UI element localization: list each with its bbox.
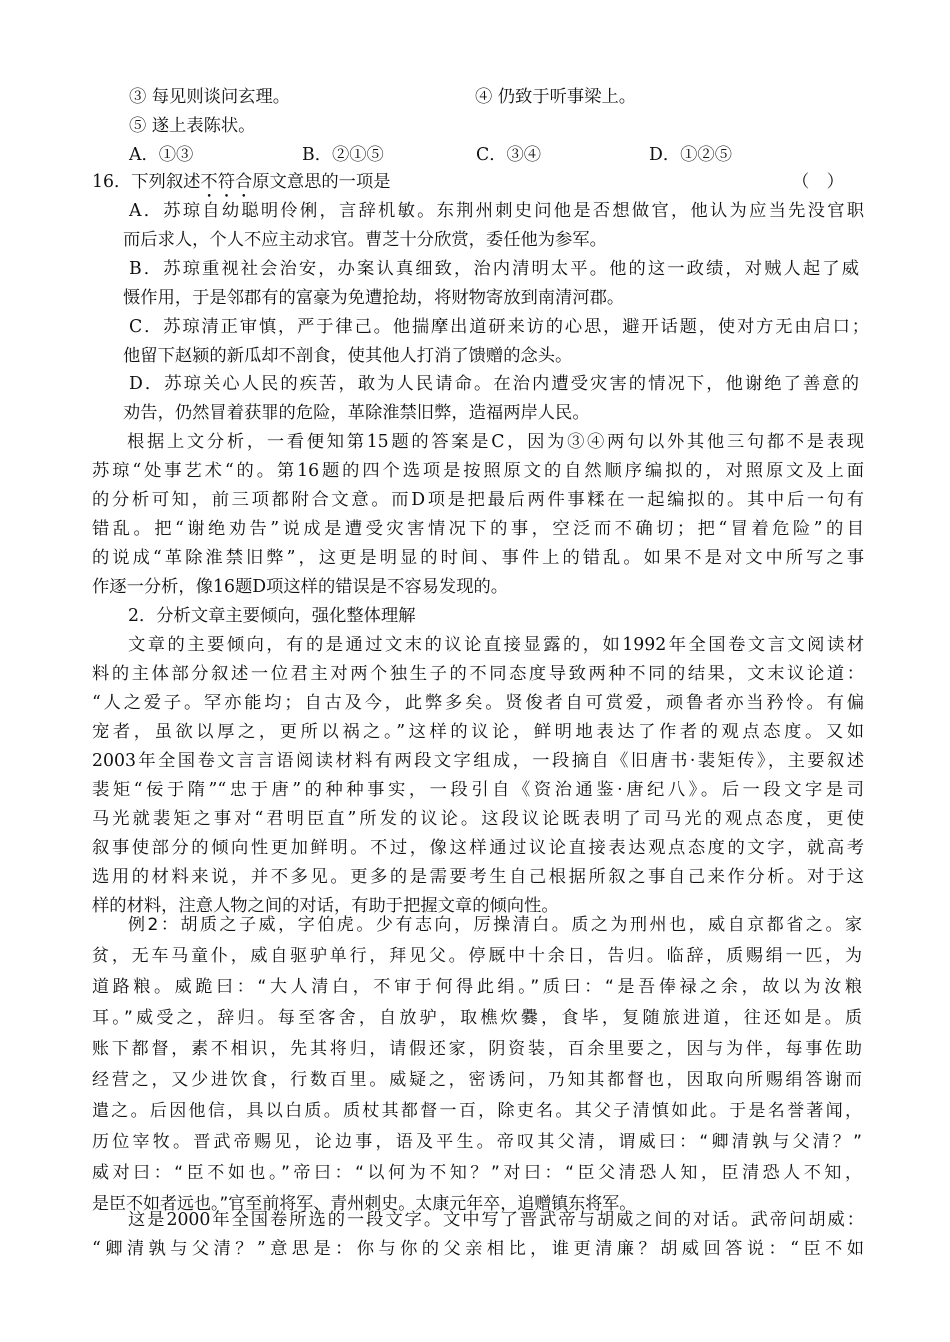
choice-c: C．③④ (476, 145, 542, 165)
example-line-6: 经营之，又少进饮食，行数百里。威疑之，密诱问，乃知其都督也，因取向所赐绢答谢而 (92, 1070, 862, 1090)
item-3: ③ 每见则谈问玄理。 (129, 87, 291, 107)
item-4: ④ 仍致于听事梁上。 (475, 87, 637, 107)
option-b-line2: 慑作用，于是邻郡有的富豪为免遭抢劫，将财物寄放到南清河郡。 (123, 288, 625, 308)
item-5: ⑤ 遂上表陈状。 (129, 116, 256, 136)
option-a-line1: A．苏琼自幼聪明伶俐，言辞机敏。东荆州刺史问他是否想做官，他认为应当先没官职 (129, 201, 864, 221)
choice-d: D．①②⑤ (649, 145, 732, 165)
analysis-line-1: 根据上文分析，一看便知第15题的答案是C，因为③④两句以外其他三句都不是表现 (127, 432, 864, 452)
body-line-3: “人之爱子。罕亦能均；自古及今，此弊多矣。贤俊者自可赏爱，顽鲁者亦当矜怜。有偏 (92, 693, 864, 713)
body-line-8: 叙事使部分的倾向性更加鲜明。不过，像这样通过议论直接表达观点态度的文字，就高考 (92, 838, 864, 858)
example-line-1: 例2：胡质之子威，字伯虎。少有志向，厉操清白。质之为刑州也，威自京都省之。家 (128, 915, 862, 935)
body-line-10: 样的材料，注意人物之间的对话，有助于把握文章的倾向性。 (92, 896, 559, 916)
option-c-line1: C．苏琼清正审慎，严于律己。他揣摩出道研来访的心思，避开话题，使对方无由启口； (129, 317, 869, 337)
example-line-4: 耳。”威受之，辞归。每至客舍，自放驴，取樵炊爨，食毕，复随旅进道，往还如是。质 (92, 1008, 862, 1028)
example-line-5: 账下都督，素不相识，先其将归，请假还家，阴资装，百余里要之，因与为伴，每事佐助 (92, 1039, 862, 1059)
example-line-10: 是臣不如者远也。”官至前将军、青州刺史。太康元年卒，追赠镇东将军。 (92, 1194, 637, 1214)
option-d-line2: 劝告，仍然冒着获罪的危险，革除淮禁旧弊，造福两岸人民。 (123, 403, 590, 423)
analysis-line-2: 苏琼“处事艺术“的。第16题的四个选项是按照原文的自然顺序编拟的，对照原文及上面 (92, 461, 864, 481)
analysis-line-4: 错乱。把“谢绝劝告”说成是遭受灾害情况下的事，空泛而不确切；把“冒着危险”的目 (92, 519, 864, 539)
option-b-line1: B．苏琼重视社会治安，办案认真细致，治内清明太平。他的这一政绩，对贼人起了威 (129, 259, 859, 279)
body-line-9: 选用的材料来说，并不多见。更多的是需要考生自己根据所叙之事自己来作分析。对于这 (92, 867, 864, 887)
body-line-6: 裴矩“佞于隋”“忠于唐”的种种事实，一段引自《资治通鉴·唐纪八》。后一段文字是司 (92, 780, 864, 800)
example-line-7: 遣之。后因他信，具以白质。质杖其都督一百，除吏名。其父子清慎如此。于是名誉著闻， (92, 1101, 862, 1121)
body-line-2: 料的主体部分叙述一位君主对两个独生子的不同态度导致两种不同的结果，文末议论道： (92, 664, 864, 684)
option-c-line2: 他留下赵颍的新瓜却不剖食，使其他人打消了馈赠的念头。 (123, 346, 573, 366)
q16-emphasis: 不符合 (200, 172, 253, 192)
analysis-line-3: 的分析可知，前三项都附合文意。而D项是把最后两件事糅在一起编拟的。其中后一句有 (92, 490, 864, 510)
example-line-8: 历位宰牧。晋武帝赐见，论边事，语及平生。帝叹其父清，谓威曰：“卿清孰与父清？” (92, 1132, 862, 1152)
analysis-line-6: 作逐一分析，像16题D项这样的错误是不容易发现的。 (92, 577, 509, 597)
body-line-1: 文章的主要倾向，有的是通过文末的议论直接显露的，如1992年全国卷文言文阅读材 (128, 635, 864, 655)
section-heading-2: 2．分析文章主要倾向，强化整体理解 (128, 606, 416, 626)
body-line-7: 马光就裴矩之事对“君明臣直”所发的议论。这段议论既表明了司马光的观点态度，更使 (92, 809, 864, 829)
example-line-2: 贫，无车马童仆，威自驱驴单行，拜见父。停厩中十余日，告归。临辞，质赐绢一匹，为 (92, 946, 862, 966)
choice-a: A．①③ (129, 145, 194, 165)
q16-prefix: 16．下列叙述 (92, 172, 201, 192)
body-line-4: 宠者，虽欲以厚之，更所以祸之。”这样的议论，鲜明地表达了作者的观点态度。又如 (92, 722, 864, 742)
analysis-line-5: 的说成“革除淮禁旧弊”，这更是明显的时间、事件上的错乱。如果不是对文中所写之事 (92, 548, 864, 568)
option-d-line1: D．苏琼关心人民的疾苦，敢为人民请命。在治内遭受灾害的情况下，他谢绝了善意的 (129, 374, 859, 394)
tail-line-1: 这是2000年全国卷所选的一段文字。文中写了晋武帝与胡威之间的对话。武帝问胡威： (128, 1210, 864, 1230)
tail-line-2: “卿清孰与父清？”意思是：你与你的父亲相比，谁更清廉？胡威回答说：“臣不如 (92, 1239, 864, 1259)
example-line-3: 道路粮。威跪曰：“大人清白，不审于何得此绢。”质曰：“是吾俸禄之余，故以为汝粮 (92, 977, 862, 997)
answer-paren: （ ） (792, 172, 844, 192)
option-a-line2: 而后求人，个人不应主动求官。曹芝十分欣赏，委任他为参军。 (123, 230, 607, 250)
example-line-9: 威对曰：“臣不如也。”帝曰：“以何为不知？”对曰：“臣父清恐人知，臣清恐人不知， (92, 1163, 862, 1183)
choice-b: B．②①⑤ (302, 145, 384, 165)
body-line-5: 2003年全国卷文言言语阅读材料有两段文字组成，一段摘自《旧唐书·裴矩传》，主要叙述 (92, 751, 864, 771)
q16-suffix: 原文意思的一项是 (252, 172, 391, 192)
